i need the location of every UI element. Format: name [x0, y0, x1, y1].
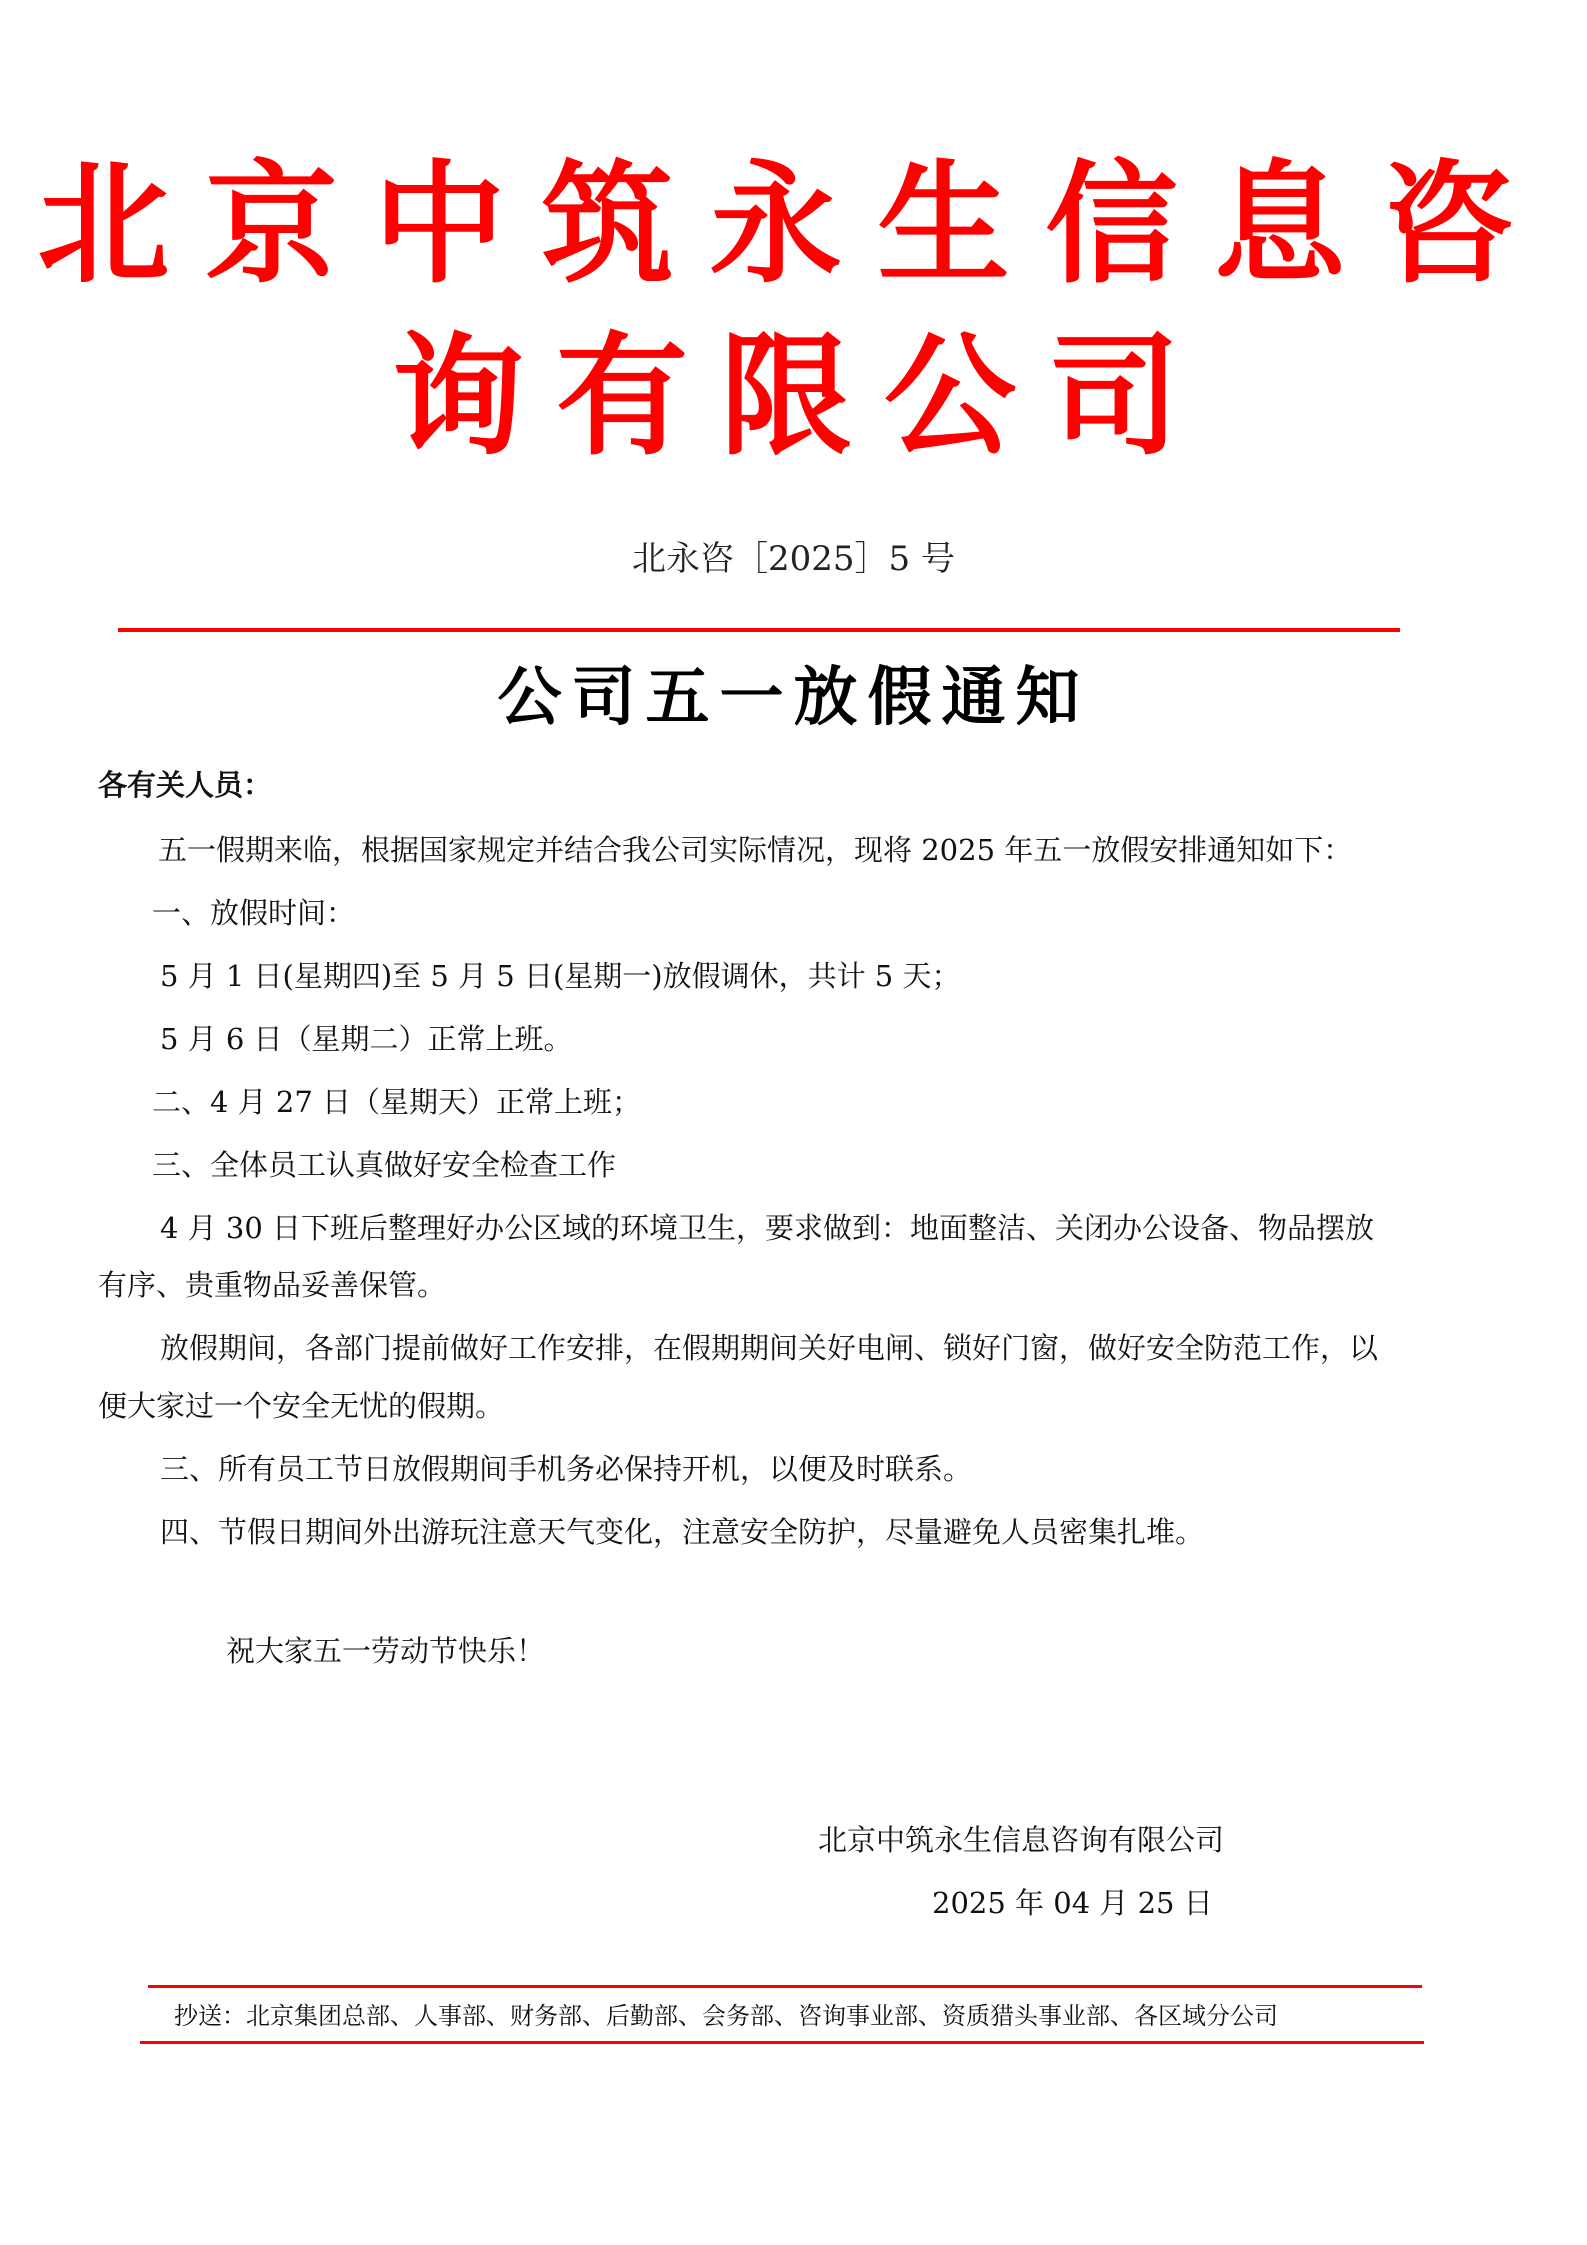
cc-red-rule-top	[148, 1985, 1422, 1988]
notice-title: 公司五一放假通知	[497, 661, 1090, 735]
cc-distribution-list: 抄送：北京集团总部、人事部、财务部、后勤部、会务部、咨询事业部、资质猎头事业部、各区域分公司	[174, 2002, 1278, 2030]
paragraph-return-date: 5 月 6 日（星期二）正常上班。	[160, 1022, 573, 1056]
signature-company: 北京中筑永生信息咨询有限公司	[818, 1823, 1225, 1857]
org-name-line-2: 询有限公司	[392, 320, 1212, 474]
cc-red-rule-bottom	[140, 2041, 1424, 2044]
paragraph-holiday-dates: 5 月 1 日(星期四)至 5 月 5 日(星期一)放假调休，共计 5 天；	[160, 959, 961, 993]
paragraph-safety-line-2: 便大家过一个安全无忧的假期。	[98, 1389, 505, 1423]
paragraph-safety-line-1: 放假期间，各部门提前做好工作安排，在假期期间关好电闸、锁好门窗，做好安全防范工作，以	[160, 1331, 1379, 1365]
paragraph-travel-safety: 四、节假日期间外出游玩注意天气变化，注意安全防护，尽量避免人员密集扎堆。	[160, 1515, 1205, 1549]
paragraph-section-2: 二、4 月 27 日（星期天）正常上班；	[152, 1085, 642, 1119]
org-name-line-1: 北京中筑永生信息咨	[37, 148, 1550, 302]
salutation: 各有关人员：	[98, 768, 273, 802]
paragraph-intro: 五一假期来临，根据国家规定并结合我公司实际情况，现将 2025 年五一放假安排通知如下：	[158, 833, 1353, 867]
paragraph-phone-on: 三、所有员工节日放假期间手机务必保持开机，以便及时联系。	[160, 1452, 973, 1486]
paragraph-section-3-title: 三、全体员工认真做好安全检查工作	[152, 1148, 617, 1182]
document-number: 北永咨［2025］5 号	[632, 539, 955, 579]
paragraph-cleanup-line-2: 有序、贵重物品妥善保管。	[98, 1268, 447, 1302]
paragraph-cleanup-line-1: 4 月 30 日下班后整理好办公区域的环境卫生，要求做到：地面整洁、关闭办公设备、物品摆放	[160, 1211, 1375, 1245]
header-red-rule	[118, 628, 1400, 632]
closing-greeting: 祝大家五一劳动节快乐！	[226, 1634, 546, 1668]
paragraph-section-1-title: 一、放假时间：	[152, 896, 356, 930]
signature-date: 2025 年 04 月 25 日	[932, 1886, 1213, 1920]
